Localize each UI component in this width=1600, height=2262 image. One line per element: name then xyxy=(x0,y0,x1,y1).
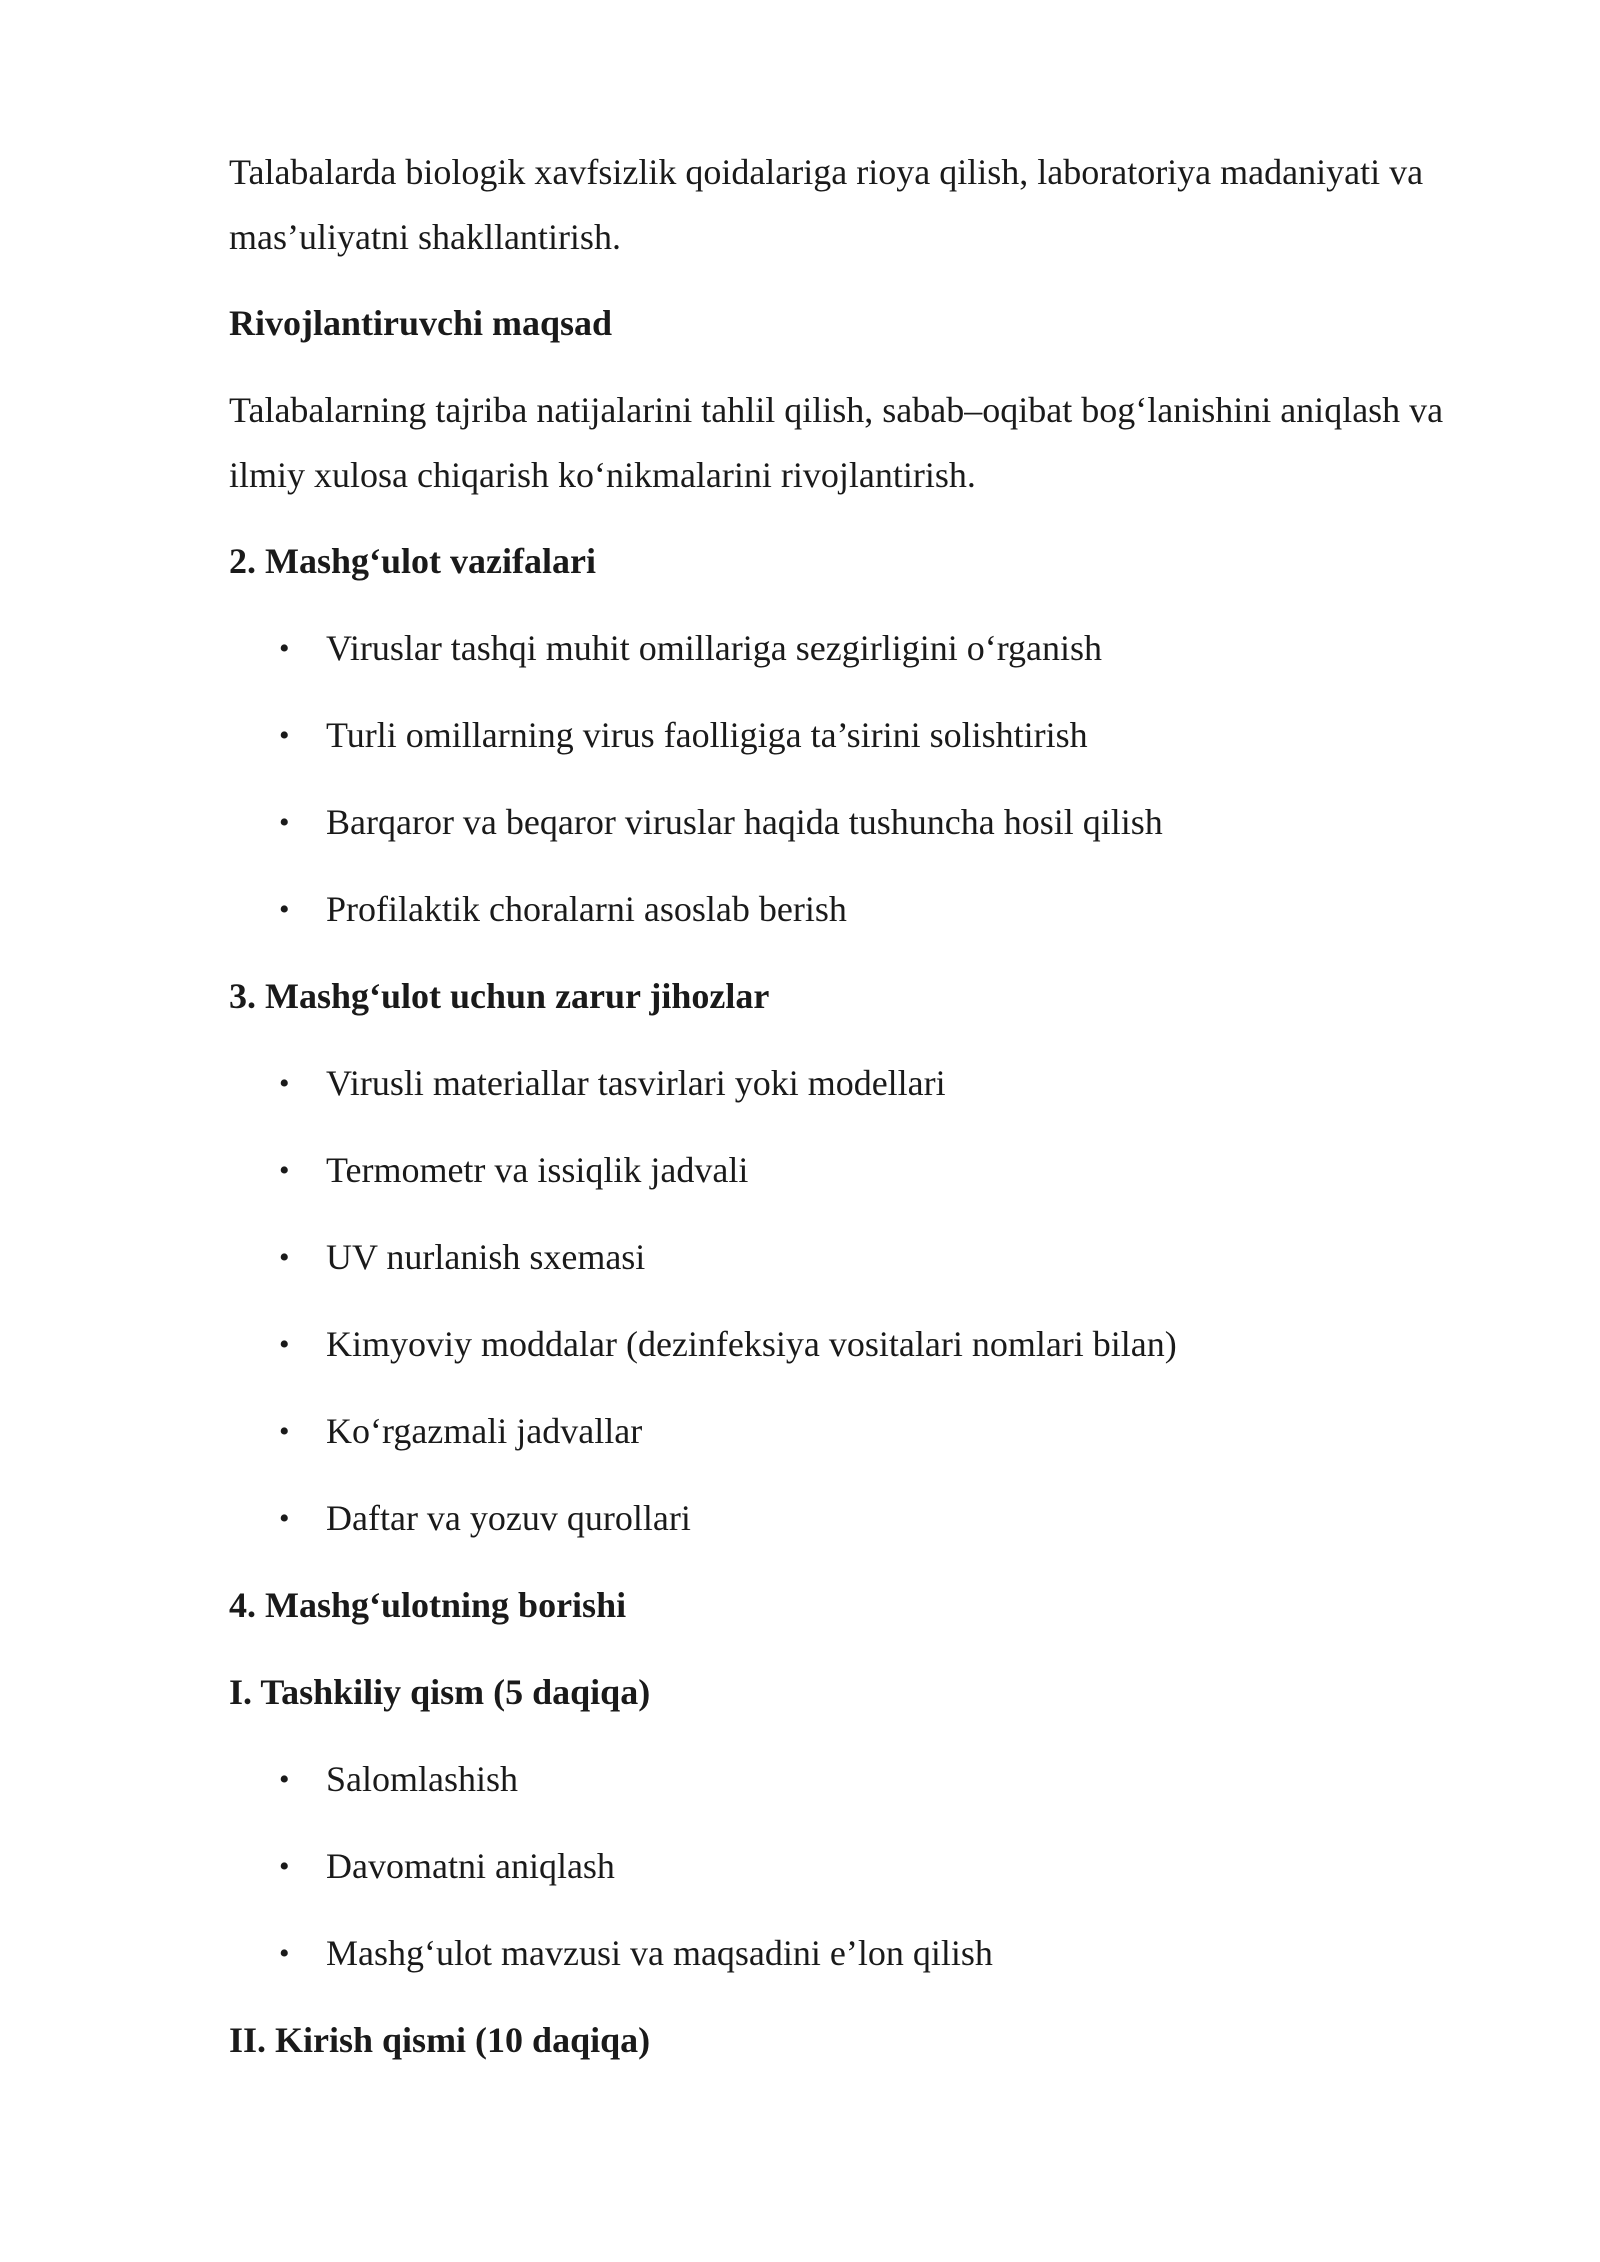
bullet-icon: • xyxy=(279,1502,290,1535)
section-3-list xyxy=(229,1051,1489,1551)
bullet-icon: • xyxy=(279,1415,290,1448)
bullet-icon: • xyxy=(279,1241,290,1274)
list-item-text: UV nurlanish sxemasi xyxy=(326,1237,646,1277)
developmental-goal-text: Talabalarning tajriba natijalarini tahlil qilish, sabab–oqibat bog‘lanishini aniqlash va ilmiy xulosa chiqarish ko‘nikmalarini rivojlantirish. xyxy=(229,390,1444,495)
developmental-goal-heading: Rivojlantiruvchi maqsad xyxy=(229,303,613,343)
part-1-heading: I. Tashkiliy qism (5 daqiqa) xyxy=(229,1672,651,1712)
list-item xyxy=(229,1747,1489,1812)
list-item-text: Kimyoviy moddalar (dezinfeksiya vositalari nomlari bilan) xyxy=(326,1324,1177,1364)
section-2-heading: 2. Mashg‘ulot vazifalari xyxy=(229,541,596,581)
list-item xyxy=(229,877,1489,942)
list-item-text: Termometr va issiqlik jadvali xyxy=(326,1150,749,1190)
bullet-icon: • xyxy=(279,806,290,839)
list-item-text: Davomatni aniqlash xyxy=(326,1846,615,1886)
list-item xyxy=(229,616,1489,681)
list-item-text: Ko‘rgazmali jadvallar xyxy=(326,1411,643,1451)
list-item-text: Virusli materiallar tasvirlari yoki modellari xyxy=(326,1063,946,1103)
bullet-icon: • xyxy=(279,1328,290,1361)
list-item-text: Salomlashish xyxy=(326,1759,519,1799)
bullet-icon: • xyxy=(279,1850,290,1883)
list-item-text: Daftar va yozuv qurollari xyxy=(326,1498,691,1538)
section-3-heading: 3. Mashg‘ulot uchun zarur jihozlar xyxy=(229,976,770,1016)
section-2-list xyxy=(229,616,1489,942)
bullet-icon: • xyxy=(279,1154,290,1187)
list-item xyxy=(229,703,1489,768)
list-item xyxy=(229,1138,1489,1203)
document-page xyxy=(229,140,1489,2095)
bullet-icon: • xyxy=(279,1937,290,1970)
bullet-icon: • xyxy=(279,893,290,926)
list-item-text: Turli omillarning virus faolligiga ta’sirini solishtirish xyxy=(326,715,1088,755)
list-item xyxy=(229,1225,1489,1290)
list-item xyxy=(229,1486,1489,1551)
list-item xyxy=(229,790,1489,855)
bullet-icon: • xyxy=(279,1763,290,1796)
list-item-text: Viruslar tashqi muhit omillariga sezgirligini o‘rganish xyxy=(326,628,1103,668)
bullet-icon: • xyxy=(279,632,290,665)
list-item xyxy=(229,1312,1489,1377)
part-1-list xyxy=(229,1747,1489,1986)
list-item-text: Barqaror va beqaror viruslar haqida tushuncha hosil qilish xyxy=(326,802,1163,842)
bullet-icon: • xyxy=(279,719,290,752)
part-2-heading: II. Kirish qismi (10 daqiqa) xyxy=(229,2020,651,2060)
list-item xyxy=(229,1834,1489,1899)
list-item-text: Profilaktik choralarni asoslab berish xyxy=(326,889,847,929)
intro-paragraph: Talabalarda biologik xavfsizlik qoidalariga rioya qilish, laboratoriya madaniyati va mas’uliyatni shakllantirish. xyxy=(229,152,1424,257)
bullet-icon: • xyxy=(279,1067,290,1100)
list-item xyxy=(229,1051,1489,1116)
list-item xyxy=(229,1921,1489,1986)
list-item-text: Mashg‘ulot mavzusi va maqsadini e’lon qilish xyxy=(326,1933,993,1973)
list-item xyxy=(229,1399,1489,1464)
section-4-heading: 4. Mashg‘ulotning borishi xyxy=(229,1585,627,1625)
